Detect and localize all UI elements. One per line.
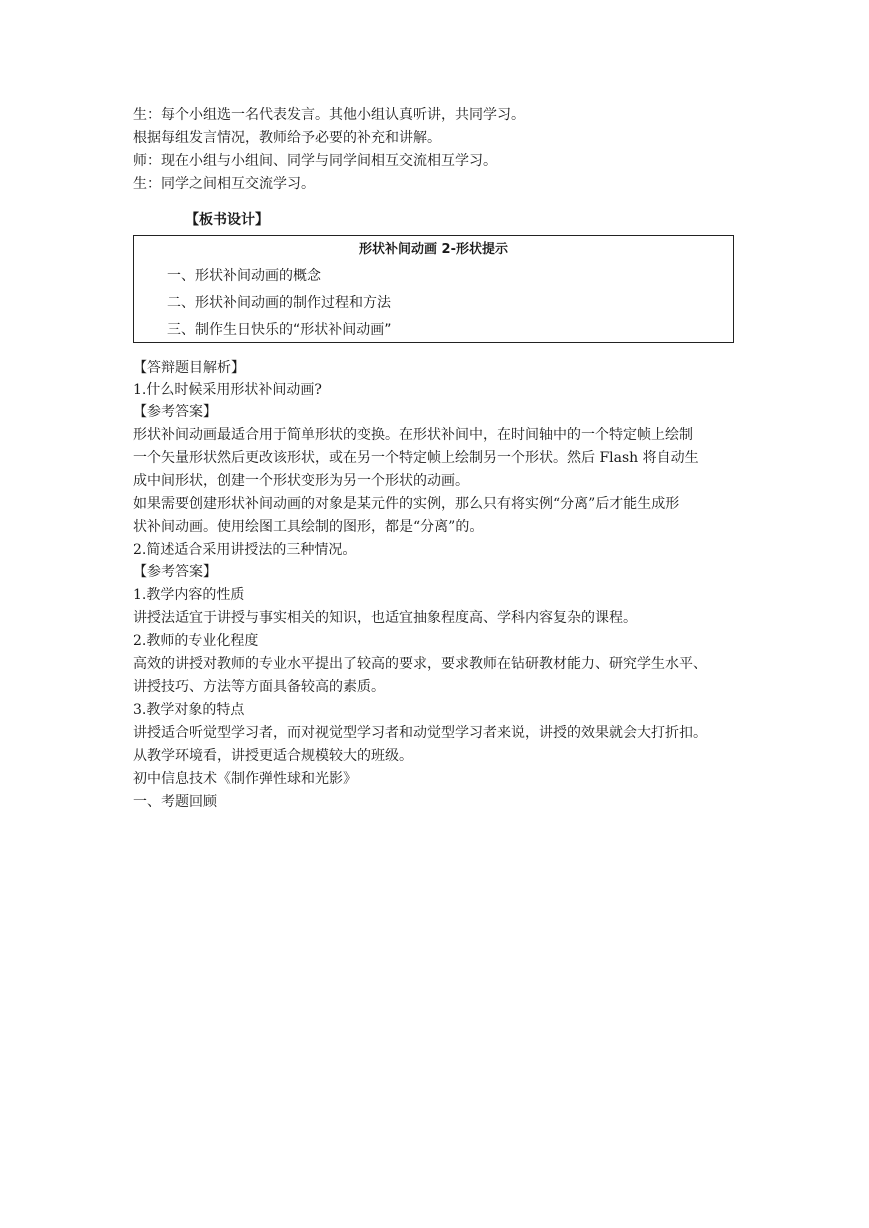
board-title: 形状补间动画 2-形状提示: [359, 242, 508, 257]
paragraph-line: 一个矢量形状然后更改该形状，或在另一个特定帧上绘制另一个形状。然后 Flash 将自动生: [133, 450, 699, 466]
question-2: 2.简述适合采用讲授法的三种情况。: [133, 542, 357, 558]
answer-heading: 【参考答案】: [133, 564, 217, 580]
paragraph-line: 如果需要创建形状补间动画的对象是某元件的实例，那么只有将实例“分离”后才能生成形: [133, 496, 680, 512]
point-heading: 1.教学内容的性质: [133, 587, 245, 603]
paragraph-line: 高效的讲授对教师的专业水平提出了较高的要求，要求教师在钻研教材能力、研究学生水平、: [133, 656, 707, 672]
paragraph-line: 讲授法适宜于讲授与事实相关的知识，也适宜抽象程度高、学科内容复杂的课程。: [133, 610, 637, 626]
answer-heading: 【参考答案】: [133, 404, 217, 420]
dialogue-line: 生：同学之间相互交流学习。: [133, 176, 315, 192]
lesson-title: 初中信息技术《制作弹性球和光影》: [133, 771, 357, 787]
dialogue-line: 师：现在小组与小组间、同学与同学间相互交流相互学习。: [133, 153, 497, 169]
question-1: 1.什么时候采用形状补间动画?: [133, 382, 322, 398]
paragraph-line: 讲授适合听觉型学习者，而对视觉型学习者和动觉型学习者来说，讲授的效果就会大打折扣。: [133, 725, 707, 741]
section-heading: 【答辩题目解析】: [133, 360, 245, 376]
paragraph-line: 从教学环境看，讲授更适合规模较大的班级。: [133, 748, 413, 764]
board-design-box: [133, 235, 734, 343]
point-heading: 2.教师的专业化程度: [133, 633, 259, 649]
board-item: 一、形状补间动画的概念: [167, 268, 321, 284]
paragraph-line: 成中间形状，创建一个形状变形为另一个形状的动画。: [133, 473, 469, 489]
board-item: 三、制作生日快乐的“形状补间动画”: [167, 322, 392, 338]
paragraph-line: 状补间动画。使用绘图工具绘制的图形，都是“分离”的。: [133, 519, 484, 535]
point-heading: 3.教学对象的特点: [133, 702, 245, 718]
section-heading: 一、考题回顾: [133, 794, 217, 810]
dialogue-line: 根据每组发言情况，教师给予必要的补充和讲解。: [133, 130, 441, 146]
board-item: 二、形状补间动画的制作过程和方法: [167, 295, 391, 311]
dialogue-line: 生：每个小组选一名代表发言。其他小组认真听讲，共同学习。: [133, 107, 525, 123]
board-design-heading: 【板书设计】: [185, 212, 269, 228]
paragraph-line: 讲授技巧、方法等方面具备较高的素质。: [133, 679, 385, 695]
paragraph-line: 形状补间动画最适合用于简单形状的变换。在形状补间中，在时间轴中的一个特定帧上绘制: [133, 427, 693, 443]
